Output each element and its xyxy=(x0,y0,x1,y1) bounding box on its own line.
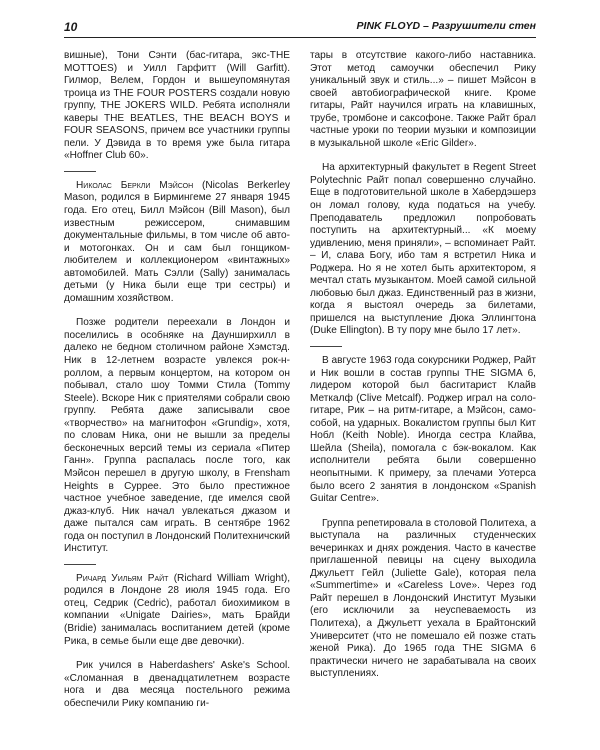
section-divider xyxy=(310,346,342,347)
paragraph: Позже родители переехали в Лондон и поселились в особняке на Даунширхилл в далеко не бедном столичном районе Хэмстэд. Ник в 12-летнем возрасте увлекся рок-н-роллом, а первым концертом, на котором он побывал, стало шоу Томми Стила (Tommy Steele). Вскоре Ник с приятелями собрали свою группу. Ребята даже записывали свое «творчество» на магнитофон «Grundig», хотя, по словам Ника, они не вышли за пределы бесконечных версий темы из сериала «Питер Ганн». Группа распалась после того, как Мэйсон перешел в другую школу, в Frensham Heights в Суррее. Это было престижное частное учебное заведение, где имелся свой джаз-клуб. Ник начал увлекаться джазом и даже пытался сам играть. В сентябре 1962 года он поступил в Лондонский Политехничский Институт. xyxy=(64,317,290,555)
running-header xyxy=(64,20,536,38)
paragraph: В августе 1963 года сокурсники Роджер, Райт и Ник вошли в состав группы THE SIGMA 6, лидером которой был басгитарист Клайв Меткалф (Clive Metcalf). Роджер играл на соло-гитаре, Рик – на ритм-гитаре, а Мэйсон, само-собой, на ударных. Вокалистом группы был Кит Нобл (Keith Noble). Иногда сестра Клайва, Шейла (Sheila), помогала с бэк-вокалом. Как исполнители ребята были совершенно неопытными. К примеру, за плечами Уотерса было всего 2 занятия в лондонском «Spanish Guitar Centre». xyxy=(310,355,536,505)
paragraph: На архитектурный факультет в Regent Street Polytechnic Райт попал совершенно случайно. Еще в подготовительной школе в Хабердэшерз он ломал голову, куда податься на учебу. Преподаватель предложил попробовать поступить на архитектурный... «К моему удивлению, меня приняли», – вспоминает Райт. – И, слава Богу, ибо там я встретил Ника и Роджера. Но я не хотел быть архитектором, я мечтал стать музыкантом. Моей самой сильной любовью был джаз. Единственный раз в жизни, когда я выстоял очередь за билетами, пришелся на выступление Дюка Эллингтона (Duke Ellington). В ту пору мне было 17 лет». xyxy=(310,162,536,337)
section-divider xyxy=(64,564,96,565)
person-name: Ричард Уильям Райт xyxy=(76,572,169,584)
header-rule xyxy=(64,37,536,38)
paragraph: Рик учился в Haberdashers' Aske's School. «Сломанная в двенадцатилетнем возрасте нога и два месяца постельного режима обеспечили Рику компанию ги- xyxy=(64,660,290,709)
paragraph: вишные), Тони Сэнти (бас-гитара, экс-THE MOTTOES) и Уилл Гарфитт (Will Garfitt). Гилмор, Велем, Гордон и вышеупомянутая троица из THE FOUR POSTERS создали новую группу, THE JOKERS WILD. Ребята исполняли каверы THE BEATLES, THE BEACH BOYS и FOUR SEASONS, причем все участники группы пели. У Дэвида в то время уже была гитара «Hoffner Club 60». xyxy=(64,50,290,162)
paragraph: тары в отсутствие какого-либо наставника. Этот метод самоучки обеспечил Рику уникальный звук и стиль...» – пишет Мэйсон в своей автобиографической книге. Кроме гитары, Райт научился играть на клавишных, трубе, тромбоне и саксофоне. Также Райт брал частные уроки по теории музыки и композиции в музыкальной школе «Eric Gilder». xyxy=(310,50,536,149)
paragraph: Николас Беркли Мэйсон (Nicolas Berkerley Mason, родился в Бирмингеме 27 января 1945 года. Его отец, Билл Мэйсон (Bill Mason), был известным режиссером, снимавшим документальные фильмы, в том числе об авто- и мотогонках. Он и сам был гонщиком-любителем и коллекционером «винтажных» автомобилей. Мать Сэлли (Sally) занималась детьми (у Ника были еще три сестры) и домашним хозяйством. xyxy=(64,179,291,304)
paragraph: Группа репетировала в столовой Политеха, а выступала на различных студенческих вечеринках и днях рождения. Часто в качестве приглашенной певицы на сцену выходила Джульетт Гейл (Juliette Gale), которая пела «Summertime» и «Careless Love». Через год Райт перешел в Лондонский Институт Музыки (его исключили за неуспеваемость из Политеха), а Джульетт уехала в Брайтонский Университет (что не помешало ей позже стать женой Рика). До 1965 года THE SIGMA 6 практически ничего не зарабатывала на своих выступлениях. xyxy=(310,517,536,680)
section-divider xyxy=(64,171,96,172)
page-number: 10 xyxy=(64,20,78,34)
paragraph: Ричард Уильям Райт (Richard William Wright), родился в Лондоне 28 июля 1945 года. Его отец, Седрик (Cedric), работал биохимиком в компании «Unigate Dairies», мать Брайди (Bridie) занималась воспитанием детей (кроме Рика, в семье были еще две девочки). xyxy=(64,572,290,647)
left-column xyxy=(64,50,290,710)
running-title: PINK FLOYD – Разрушители стен xyxy=(356,20,536,32)
person-name: Николас Беркли Мэйсон xyxy=(76,179,194,191)
right-column xyxy=(310,50,536,681)
